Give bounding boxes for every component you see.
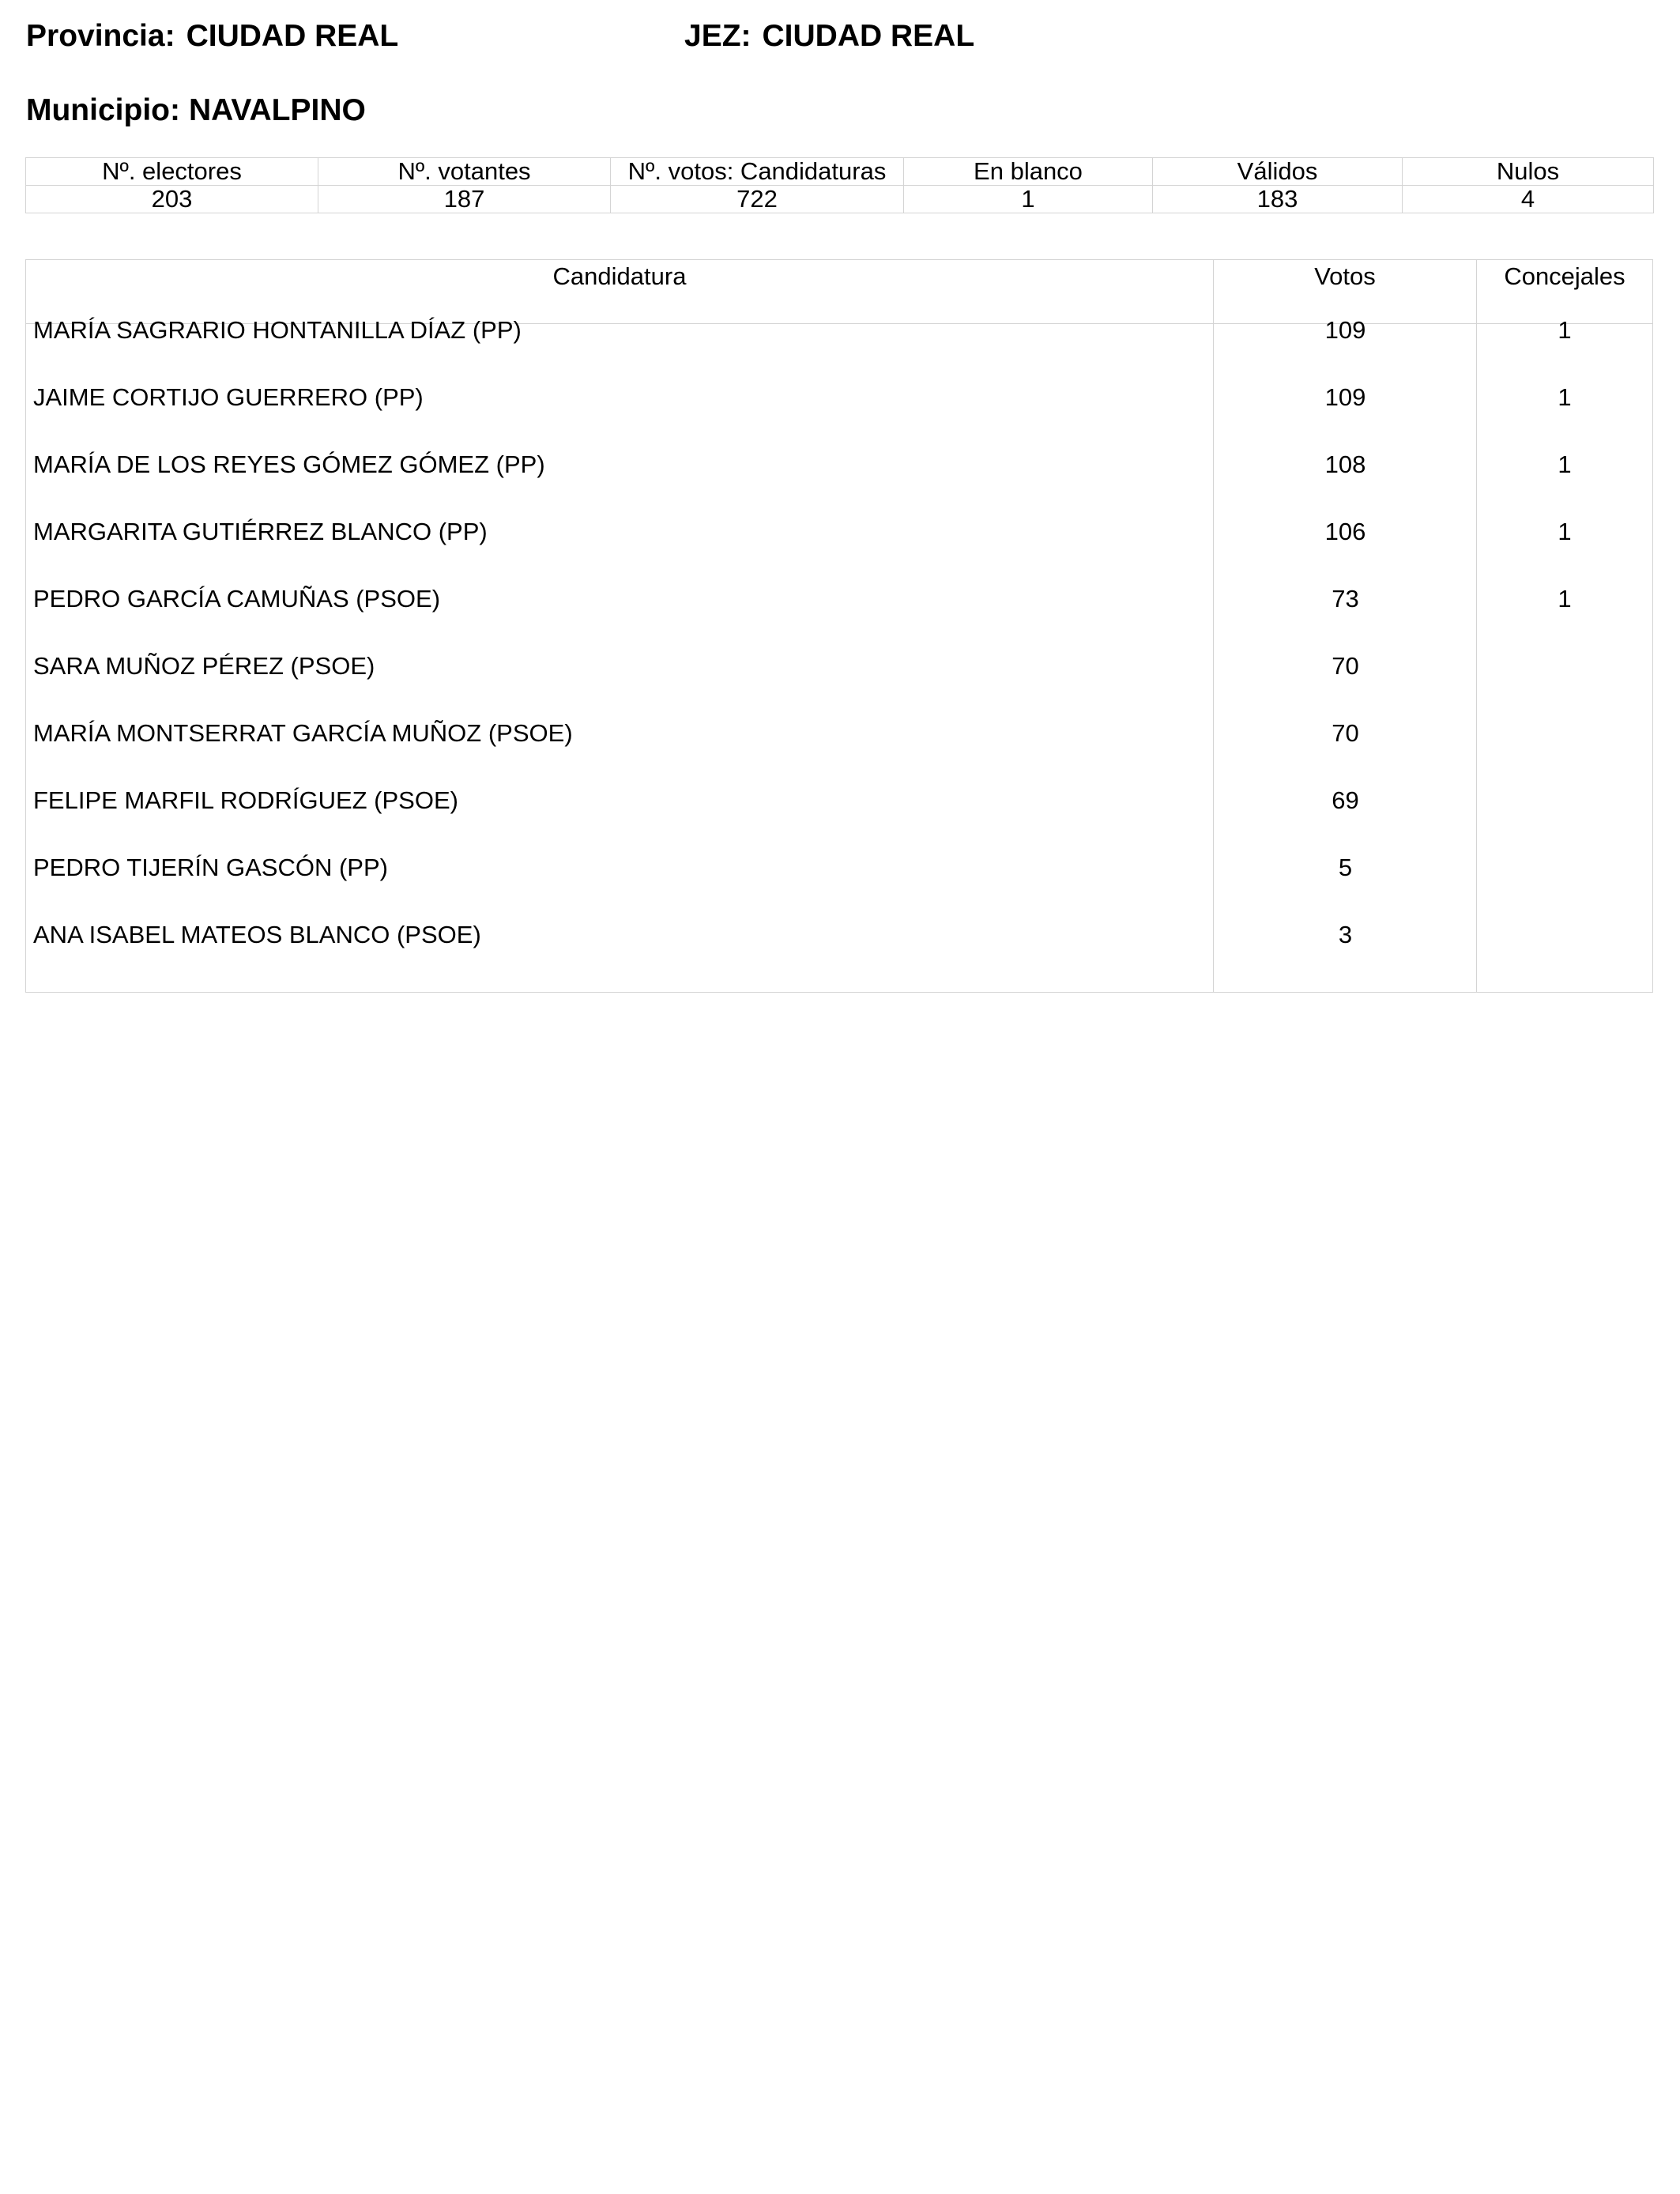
candidate-concejales [1477, 632, 1652, 699]
candidate-concejales: 1 [1558, 450, 1572, 478]
candidate-name: JAIME CORTIJO GUERRERO (PP) [33, 383, 424, 411]
candidate-concejales [1477, 767, 1652, 834]
table-row [26, 767, 1652, 834]
summary-value-votantes: 187 [318, 186, 611, 213]
municipio-heading [26, 95, 366, 126]
candidate-votes: 109 [1324, 316, 1366, 344]
table-row [26, 834, 1652, 901]
candidate-name: SARA MUÑOZ PÉREZ (PSOE) [33, 652, 375, 680]
summary-header-en-blanco: En blanco [904, 158, 1153, 186]
provincia-value: CIUDAD REAL [186, 19, 399, 53]
header-votos: Votos [1314, 262, 1376, 290]
candidate-votes: 5 [1338, 854, 1353, 881]
jez-label: JEZ: [684, 19, 751, 53]
table-row [26, 364, 1652, 431]
header-concejales: Concejales [1504, 262, 1625, 290]
summary-value-row [26, 186, 1654, 213]
summary-value-votos-candidaturas: 722 [611, 186, 904, 213]
candidate-votes: 69 [1332, 786, 1359, 814]
candidate-concejales: 1 [1558, 518, 1572, 545]
table-row [26, 699, 1652, 767]
candidate-votes: 70 [1332, 719, 1359, 747]
provincia-label: Provincia: [26, 19, 175, 53]
table-row [26, 431, 1652, 498]
candidate-votes: 70 [1332, 652, 1359, 680]
candidate-name: ANA ISABEL MATEOS BLANCO (PSOE) [33, 921, 481, 948]
candidate-concejales [1477, 834, 1652, 901]
table-row [26, 901, 1652, 968]
provincia-heading [26, 21, 398, 51]
jez-heading [684, 21, 974, 51]
candidate-votes: 106 [1324, 518, 1366, 545]
candidate-concejales: 1 [1558, 316, 1572, 344]
candidate-votes: 109 [1324, 383, 1366, 411]
candidate-name: MARÍA MONTSERRAT GARCÍA MUÑOZ (PSOE) [33, 719, 573, 747]
candidate-votes: 3 [1338, 921, 1353, 948]
table-row [26, 498, 1652, 565]
summary-header-nulos: Nulos [1403, 158, 1654, 186]
candidate-name: MARÍA SAGRARIO HONTANILLA DÍAZ (PP) [33, 316, 522, 344]
summary-table [25, 157, 1654, 213]
municipio-label: Municipio: [26, 93, 180, 127]
table-row [26, 565, 1652, 632]
table-row [26, 632, 1652, 699]
municipio-value: NAVALPINO [188, 93, 366, 127]
summary-header-votos-candidaturas: Nº. votos: Candidaturas [611, 158, 904, 186]
summary-value-nulos: 4 [1403, 186, 1654, 213]
candidate-name: FELIPE MARFIL RODRÍGUEZ (PSOE) [33, 786, 458, 814]
summary-value-electores: 203 [26, 186, 318, 213]
summary-value-validos: 183 [1153, 186, 1403, 213]
summary-header-row [26, 158, 1654, 186]
jez-value: CIUDAD REAL [762, 19, 975, 53]
summary-header-validos: Válidos [1153, 158, 1403, 186]
candidate-name: PEDRO TIJERÍN GASCÓN (PP) [33, 854, 388, 881]
results-table [25, 259, 1653, 993]
summary-header-electores: Nº. electores [26, 158, 318, 186]
candidate-concejales [1477, 901, 1652, 968]
candidate-name: PEDRO GARCÍA CAMUÑAS (PSOE) [33, 585, 441, 613]
summary-header-votantes: Nº. votantes [318, 158, 611, 186]
summary-value-en-blanco: 1 [904, 186, 1153, 213]
candidate-votes: 108 [1324, 450, 1366, 478]
candidate-name: MARÍA DE LOS REYES GÓMEZ GÓMEZ (PP) [33, 450, 545, 478]
candidate-votes: 73 [1332, 585, 1359, 613]
candidate-name: MARGARITA GUTIÉRREZ BLANCO (PP) [33, 518, 488, 545]
candidate-concejales: 1 [1558, 585, 1572, 613]
candidate-concejales [1477, 699, 1652, 767]
candidate-concejales: 1 [1558, 383, 1572, 411]
table-row [26, 296, 1652, 364]
header-candidatura: Candidatura [552, 262, 687, 290]
